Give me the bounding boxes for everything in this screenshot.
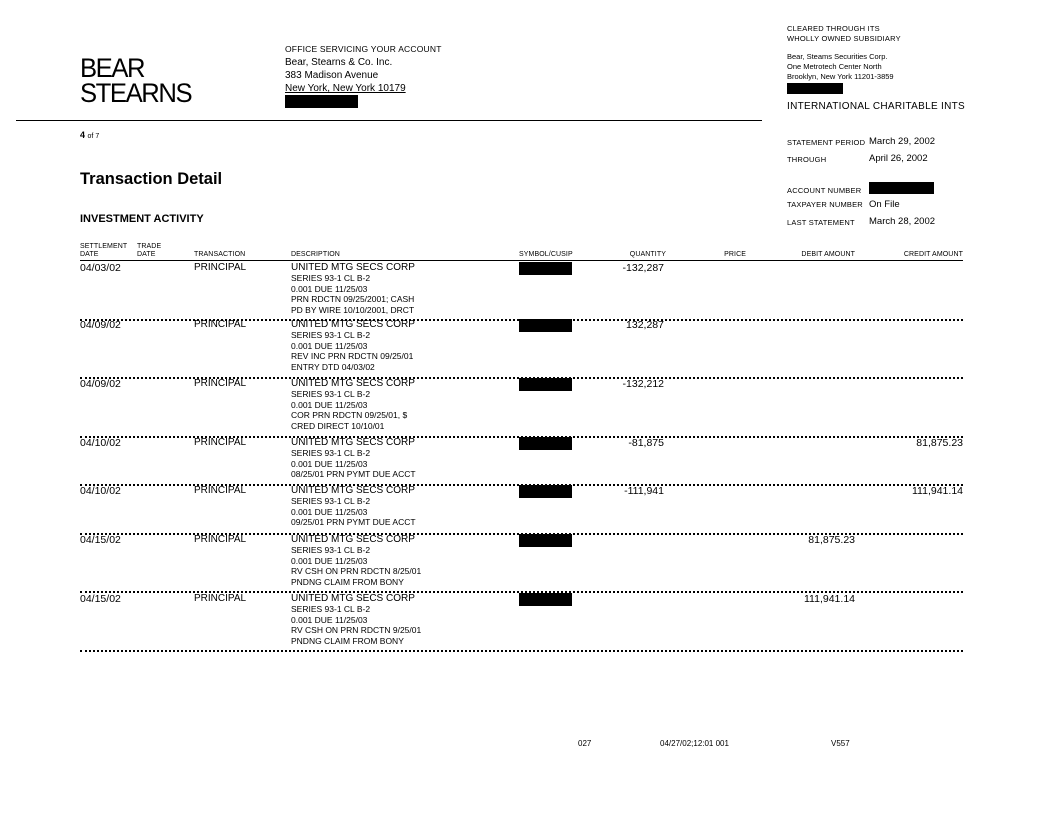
last-statement-value: March 28, 2002	[869, 216, 936, 227]
col-price: PRICE	[724, 251, 746, 258]
redaction-box	[787, 83, 843, 94]
description-line: 0.001 DUE 11/25/03	[291, 340, 368, 351]
row-transaction: PRINCIPAL	[194, 534, 247, 545]
description-line: SERIES 93-1 CL B-2	[291, 496, 371, 506]
description-line: 0.001 DUE 11/25/03	[291, 506, 368, 517]
description-line: SERIES 93-1 CL B-2	[291, 448, 371, 458]
redaction-box	[519, 262, 572, 275]
redaction-box	[519, 378, 572, 391]
page-number: 4	[80, 130, 86, 140]
row-transaction: PRINCIPAL	[194, 262, 247, 273]
corp-line-3: Brooklyn, New York 11201-3859	[787, 72, 894, 81]
col-quantity: QUANTITY	[629, 251, 666, 258]
row-description	[291, 485, 416, 528]
description-line: RV CSH ON PRN RDCTN 9/25/01	[291, 625, 422, 635]
description-line: PNDNG CLAIM FROM BONY	[291, 576, 404, 587]
row-transaction: PRINCIPAL	[194, 485, 247, 496]
redaction-box	[869, 182, 934, 194]
row-description	[291, 534, 421, 587]
description-line: UNITED MTG SECS CORP	[291, 534, 415, 545]
description-line: SERIES 93-1 CL B-2	[291, 604, 371, 614]
bear-stearns-logo	[80, 53, 192, 108]
footer-code-1: 027	[578, 739, 592, 748]
description-line: UNITED MTG SECS CORP	[291, 378, 415, 389]
corp-line-2: One Metrotech Center North	[787, 62, 882, 71]
col-settlement-date	[80, 243, 127, 259]
last-statement-label: LAST STATEMENT	[787, 218, 855, 227]
col-description: DESCRIPTION	[291, 251, 340, 258]
row-quantity: -132,287	[622, 262, 664, 274]
page-of: of 7	[87, 133, 100, 140]
row-credit-amount: 81,875.23	[916, 437, 963, 449]
account-number-label: ACCOUNT NUMBER	[787, 186, 862, 195]
row-settlement-date: 04/03/02	[80, 262, 121, 274]
description-line: COR PRN RDCTN 09/25/01, $	[291, 410, 408, 420]
footer-code-2: V557	[831, 739, 850, 748]
row-description	[291, 262, 415, 315]
taxpayer-value: On File	[869, 199, 900, 210]
description-line: REV INC PRN RDCTN 09/25/01	[291, 351, 414, 361]
description-line: PD BY WIRE 10/10/2001, DRCT	[291, 304, 415, 315]
row-settlement-date: 04/10/02	[80, 437, 121, 449]
row-settlement-date: 04/15/02	[80, 534, 121, 546]
description-line: 0.001 DUE 11/25/03	[291, 555, 368, 566]
description-line: UNITED MTG SECS CORP	[291, 485, 415, 496]
office-name: Bear, Stearns & Co. Inc.	[285, 57, 393, 68]
redaction-box	[519, 534, 572, 547]
redaction-box	[519, 485, 572, 498]
page-title: Transaction Detail	[80, 170, 223, 188]
description-line: 0.001 DUE 11/25/03	[291, 614, 368, 625]
clearing-block	[787, 24, 901, 44]
office-block	[285, 43, 442, 108]
description-line: SERIES 93-1 CL B-2	[291, 273, 371, 283]
corp-line-1: Bear, Steams Securities Corp.	[787, 52, 888, 61]
row-settlement-date: 04/15/02	[80, 593, 121, 605]
row-settlement-date: 04/10/02	[80, 485, 121, 497]
clearing-line-2: WHOLLY OWNED SUBSIDIARY	[787, 34, 901, 43]
redaction-box	[519, 593, 572, 606]
description-line: PNDNG CLAIM FROM BONY	[291, 635, 404, 646]
row-debit-amount: 111,941.14	[804, 593, 855, 605]
footer-timestamp: 04/27/02;12:01 001	[660, 739, 729, 748]
row-description	[291, 437, 416, 480]
logo-line-1: BEAR	[80, 53, 145, 83]
description-line: UNITED MTG SECS CORP	[291, 593, 415, 604]
col-credit: CREDIT AMOUNT	[903, 251, 963, 258]
description-line: PRN RDCTN 09/25/2001; CASH	[291, 294, 415, 304]
account-name: INTERNATIONAL CHARITABLE INTS	[787, 101, 965, 112]
col-trade-line2: DATE	[137, 251, 156, 258]
row-quantity: -132,212	[622, 378, 664, 390]
description-line: UNITED MTG SECS CORP	[291, 262, 415, 273]
row-description	[291, 378, 415, 431]
row-transaction: PRINCIPAL	[194, 319, 247, 330]
row-transaction: PRINCIPAL	[194, 378, 247, 389]
through-label: THROUGH	[787, 155, 827, 164]
row-settlement-date: 04/09/02	[80, 378, 121, 390]
col-trade-date	[137, 243, 161, 259]
row-transaction: PRINCIPAL	[194, 437, 247, 448]
description-line: UNITED MTG SECS CORP	[291, 437, 415, 448]
taxpayer-label: TAXPAYER NUMBER	[787, 200, 863, 209]
header-rule	[16, 120, 762, 121]
row-description	[291, 593, 421, 646]
description-line: 09/25/01 PRN PYMT DUE ACCT	[291, 517, 416, 527]
col-transaction: TRANSACTION	[194, 251, 246, 258]
description-line: CRED DIRECT 10/10/01	[291, 420, 385, 431]
clearing-corp	[787, 52, 894, 94]
description-line: 0.001 DUE 11/25/03	[291, 458, 368, 469]
description-line: RV CSH ON PRN RDCTN 8/25/01	[291, 566, 422, 576]
col-symbol: SYMBOL/CUSIP	[519, 251, 573, 258]
logo-line-2: STEARNS	[80, 78, 192, 108]
col-settlement-line2: DATE	[80, 251, 99, 258]
statement-period-label: STATEMENT PERIOD	[787, 138, 866, 147]
row-divider	[80, 650, 963, 652]
header-underline	[80, 260, 963, 261]
section-heading: INVESTMENT ACTIVITY	[80, 213, 204, 225]
description-line: ENTRY DTD 04/03/02	[291, 361, 375, 372]
description-line: 08/25/01 PRN PYMT DUE ACCT	[291, 469, 416, 479]
row-transaction: PRINCIPAL	[194, 593, 247, 604]
col-trade-line1: TRADE	[137, 243, 162, 250]
through-value: April 26, 2002	[869, 153, 928, 164]
clearing-line-1: CLEARED THROUGH ITS	[787, 24, 880, 33]
redaction-box	[519, 437, 572, 450]
row-quantity: -111,941	[624, 485, 664, 497]
col-debit: DEBIT AMOUNT	[801, 251, 855, 258]
office-street: 383 Madison Avenue	[285, 70, 379, 81]
row-credit-amount: 111,941.14	[912, 485, 963, 497]
description-line: SERIES 93-1 CL B-2	[291, 330, 371, 340]
statement-period-value: March 29, 2002	[869, 136, 936, 147]
row-settlement-date: 04/09/02	[80, 319, 121, 331]
office-heading: OFFICE SERVICING YOUR ACCOUNT	[285, 44, 442, 54]
page-indicator	[80, 130, 99, 140]
office-city: New York, New York 10179	[285, 83, 406, 94]
description-line: 0.001 DUE 11/25/03	[291, 283, 368, 294]
col-settlement-line1: SETTLEMENT	[80, 243, 128, 250]
redaction-box	[519, 319, 572, 332]
description-line: UNITED MTG SECS CORP	[291, 319, 415, 330]
row-debit-amount: 81,875.23	[808, 534, 855, 546]
row-quantity: -81,875	[628, 437, 664, 449]
row-description	[291, 319, 415, 372]
row-quantity: 132,287	[626, 319, 664, 331]
redaction-box	[285, 95, 358, 108]
description-line: 0.001 DUE 11/25/03	[291, 399, 368, 410]
description-line: SERIES 93-1 CL B-2	[291, 389, 371, 399]
description-line: SERIES 93-1 CL B-2	[291, 545, 371, 555]
